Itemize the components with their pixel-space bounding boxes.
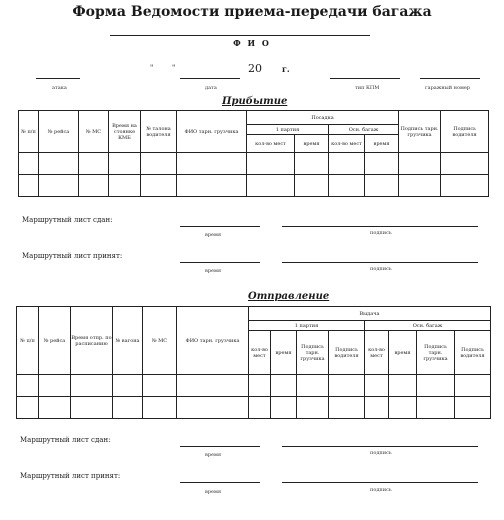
arr-col-sub1: 1 партия	[247, 125, 329, 135]
route2-accepted-sign-line[interactable]	[282, 482, 478, 483]
route1-accepted-time-line[interactable]	[180, 262, 260, 263]
route1-sign-label-1: подпись	[370, 230, 392, 236]
dep-col-sub1: 1 партия	[249, 321, 365, 331]
dep-col-sign-loader2: Подпись тарн. грузчика	[417, 331, 455, 375]
year-suffix: г.	[282, 64, 290, 74]
route2-sign-label-2: подпись	[370, 487, 392, 493]
route2-handed: Маршрутный лист сдан:	[20, 436, 111, 444]
date-label-4: гаражный номер	[425, 85, 471, 91]
dep-col-fio: ФИО тарн. грузчика	[177, 307, 249, 375]
dep-col-group: Выдача	[249, 307, 491, 321]
dep-col-cnt2: кол-во мест	[365, 331, 389, 375]
arr-col-sign-loader: Подпись тарн. грузчика	[399, 111, 441, 153]
dep-col-ms: № МС	[143, 307, 177, 375]
dep-col-sign-driver2: Подпись водителя	[455, 331, 491, 375]
dep-col-cnt1: кол-во мест	[249, 331, 271, 375]
dep-col-time: Время отпр. по расписанию	[71, 307, 113, 375]
arr-row-2	[19, 175, 489, 197]
route2-sign-label-1: подпись	[370, 450, 392, 456]
arr-col-ms: № МС	[79, 111, 109, 153]
dep-col-sign-driver1: Подпись водителя	[329, 331, 365, 375]
date-label-3: тип КПМ	[355, 85, 380, 91]
route1-sign-label-2: подпись	[370, 266, 392, 272]
line-1	[36, 78, 80, 79]
dep-row-2	[17, 397, 491, 419]
route1-accepted: Маршрутный лист принят:	[22, 252, 123, 260]
departure-title: Отправление	[248, 291, 330, 302]
arr-col-sub2: Осн. багаж	[329, 125, 399, 135]
arr-col-driver: № талона водителя	[141, 111, 177, 153]
route1-time-label-2: время	[205, 268, 222, 274]
arrivals-table	[18, 110, 489, 197]
form-title: Форма Ведомости приема-передачи багажа	[72, 4, 432, 20]
route1-handed-sign-line[interactable]	[282, 226, 478, 227]
dep-col-route: № рейса	[39, 307, 71, 375]
route2-time-label-1: время	[205, 452, 222, 458]
route1-accepted-sign-line[interactable]	[282, 262, 478, 263]
year-prefix: 20	[248, 62, 262, 75]
arr-col-sign-driver: Подпись водителя	[441, 111, 489, 153]
dep-col-sub2: Осн. багаж	[365, 321, 491, 331]
dep-col-time2: время	[389, 331, 417, 375]
dep-col-vehicle: № вагона	[113, 307, 143, 375]
line-2	[180, 78, 240, 79]
departure-table	[16, 306, 491, 419]
arr-col-cnt1: кол-во мест	[247, 135, 295, 153]
line-4	[420, 78, 480, 79]
dep-col-time1: время	[271, 331, 297, 375]
line-3	[330, 78, 400, 79]
route2-time-label-2: время	[205, 489, 222, 495]
arrivals-title: Прибытие	[222, 96, 288, 107]
date-label-2: дата	[205, 85, 217, 91]
route1-handed: Маршрутный лист сдан:	[22, 216, 113, 224]
dep-col-sign-loader1: Подпись тарн. грузчика	[297, 331, 329, 375]
date-label-1: атака	[52, 85, 67, 91]
quote-open: "	[150, 64, 154, 72]
arr-col-cnt2: кол-во мест	[329, 135, 365, 153]
fio-label: Ф И О	[233, 38, 271, 48]
route2-accepted: Маршрутный лист принят:	[20, 472, 121, 480]
arr-col-group: Посадка	[247, 111, 399, 125]
arr-col-fio: ФИО тарн. грузчика	[177, 111, 247, 153]
arr-col-time: Время на стоянке КМБ	[109, 111, 141, 153]
dep-col-num: № п/п	[17, 307, 39, 375]
dep-row-1	[17, 375, 491, 397]
route2-handed-sign-line[interactable]	[282, 446, 478, 447]
quote-close: "	[172, 64, 176, 72]
route1-time-label-1: время	[205, 232, 222, 238]
route2-accepted-time-line[interactable]	[180, 482, 260, 483]
arr-col-time1: время	[295, 135, 329, 153]
route2-handed-time-line[interactable]	[180, 446, 260, 447]
arr-col-num: № п/п	[19, 111, 39, 153]
arr-col-route: № рейса	[39, 111, 79, 153]
arr-row-1	[19, 153, 489, 175]
arr-col-time2: время	[365, 135, 399, 153]
fio-underline	[110, 35, 370, 36]
route1-handed-time-line[interactable]	[180, 226, 260, 227]
